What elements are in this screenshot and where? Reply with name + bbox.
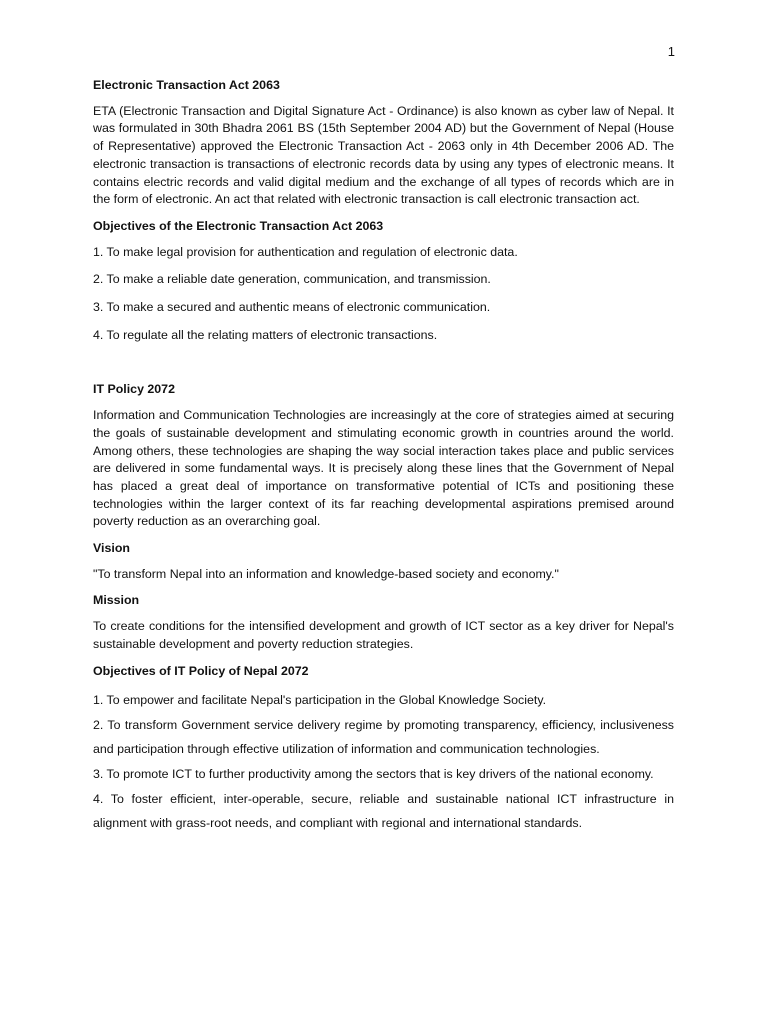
it-policy-objectives-heading: Objectives of IT Policy of Nepal 2072 <box>93 663 309 678</box>
vision-text: "To transform Nepal into an information and knowledge-based society and economy." <box>93 566 559 581</box>
eta-heading: Electronic Transaction Act 2063 <box>93 78 280 92</box>
mission-text: To create conditions for the intensified development and growth of ICT sector as a key driver for Nepal's sustainable development and poverty reduction strategies. <box>93 619 674 651</box>
eta-objective-item: 3. To make a secured and authentic means of electronic communication. <box>93 300 491 315</box>
vision-heading: Vision <box>93 541 130 556</box>
eta-section <box>93 77 674 344</box>
eta-objective-item: 1. To make legal provision for authentication and regulation of electronic data. <box>93 244 518 259</box>
it-policy-objective-item: 4. To foster efficient, inter-operable, secure, reliable and sustainable national ICT infrastructure in alignment with grass-root needs, and compliant with regional and international standards. <box>93 791 674 831</box>
eta-objectives-heading: Objectives of the Electronic Transaction Act 2063 <box>93 218 384 233</box>
eta-objective-item: 2. To make a reliable date generation, communication, and transmission. <box>93 272 491 287</box>
eta-objective-item: 4. To regulate all the relating matters of electronic transactions. <box>93 327 438 342</box>
it-policy-objective-item: 3. To promote ICT to further productivity among the sectors that is key drivers of the national economy. <box>93 767 654 782</box>
it-policy-heading: IT Policy 2072 <box>93 382 175 397</box>
eta-intro-paragraph: ETA (Electronic Transaction and Digital Signature Act - Ordinance) is also known as cyber law of Nepal. It was formulated in 30th Bhadra 2061 BS (15th September 2004 AD) but the Government of Nepal (House of Representative) approved the Electronic Transaction Act - 2063 only in 4th December 2006 AD. The electronic transaction is transactions of electronic records data by using any types of electronic means. It contains electric records and valid digital medium and the exchange of all types of records which are in the form of electronic. An act that related with electronic transaction is call electronic transaction act. <box>93 103 674 207</box>
page-number: 1 <box>667 44 675 59</box>
document-body <box>93 77 674 836</box>
mission-heading: Mission <box>93 593 140 608</box>
section-spacer <box>93 354 674 381</box>
it-policy-objective-item: 2. To transform Government service delivery regime by promoting transparency, efficiency, inclusiveness and participation through effective utilization of information and communication technologies. <box>93 717 674 757</box>
it-policy-intro-paragraph: Information and Communication Technologies are increasingly at the core of strategies aimed at securing the goals of sustainable development and stimulating economic growth in countries around the world. Among others, these technologies are shaping the way social interaction takes place and public services are delivered in some fundamental ways. It is precisely along these lines that the Government of Nepal has placed a great deal of importance on transformative potential of ICTs and positioning these technologies within the larger context of its far reaching developmental aspirations premised around poverty reduction as an overarching goal. <box>93 408 674 529</box>
it-policy-section <box>93 381 674 835</box>
it-policy-objective-item: 1. To empower and facilitate Nepal's participation in the Global Knowledge Society. <box>93 693 547 708</box>
